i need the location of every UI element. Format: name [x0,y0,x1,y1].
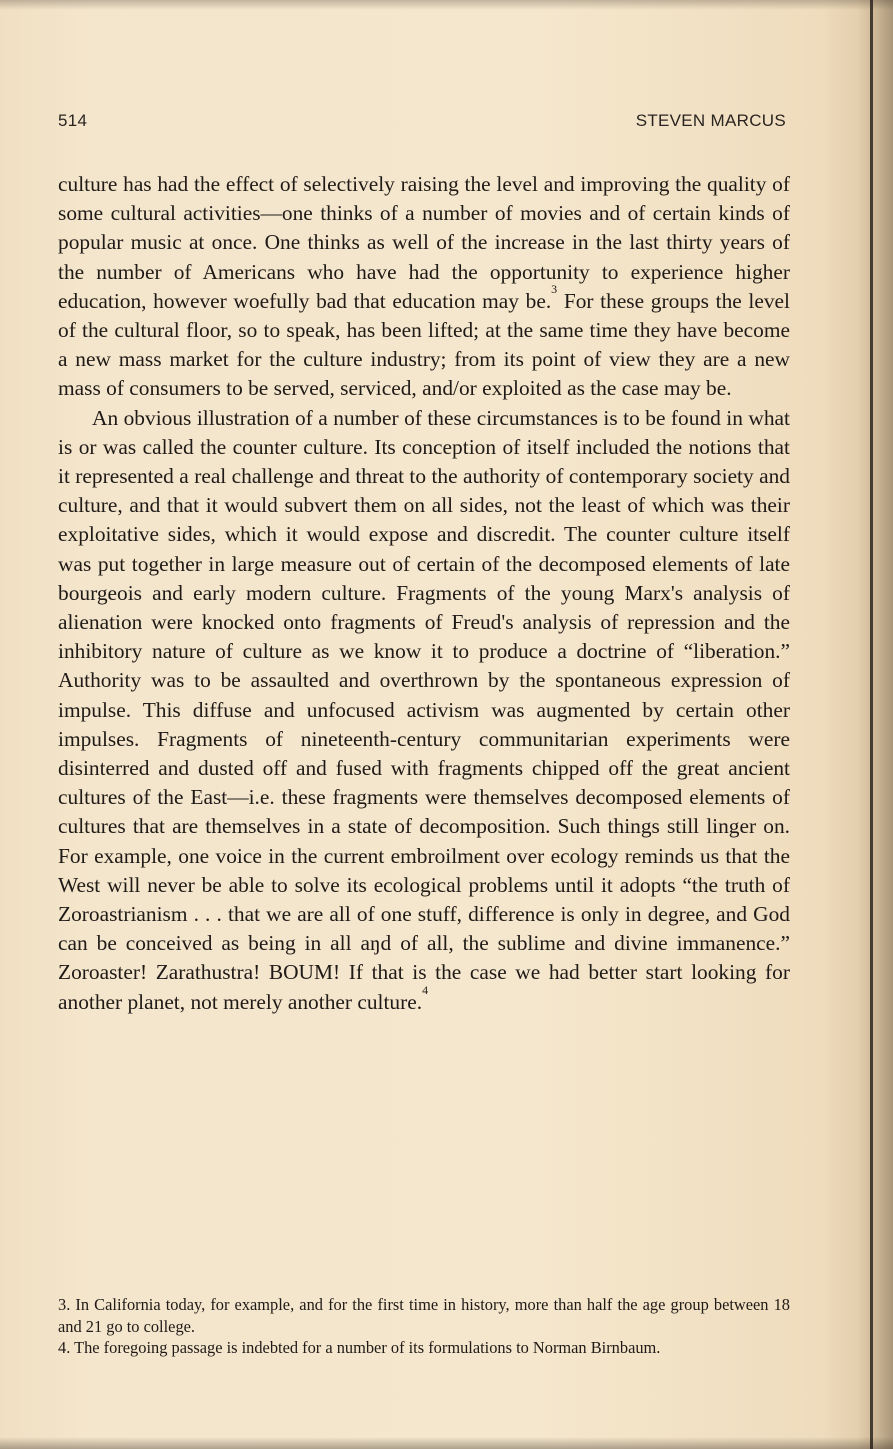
footnotes [58,1294,790,1359]
footnote-ref-3: 3 [551,281,558,296]
book-spine-edge [870,0,873,1449]
top-edge-shadow [0,0,893,10]
page-gutter-shadow [857,0,893,1449]
page-number: 514 [58,111,88,130]
footnote-4: 4. The foregoing passage is indebted for a number of its formulations to Norman Birnbaum. [58,1338,661,1357]
body-text [58,170,790,1017]
footnote-ref-4: 4 [422,982,429,997]
paragraph-1 [58,170,790,404]
running-head: STEVEN MARCUS [635,111,786,130]
paragraph-1-text-a: culture has had the effect of selectively raising the level and improving the quality of some cultural activities—one thinks of a number of movies and of certain kinds of popular music at once. One thinks as well of the increase in the last thirty years of the number of Americans who have had the opportunity to experience higher education, however woefully bad that education may be. [58,172,790,313]
paragraph-1-text-b: For these groups the level of the cultural floor, so to speak, has been lifted; at the same time they have become a new mass market for the culture industry; from its point of view they are a new mass of consumers to be served, serviced, and/or exploited as the case may be. [58,288,790,401]
page-header [58,111,786,135]
paragraph-2-text-a: An obvious illustration of a number of these circumstances is to be found in what is or was called the counter culture. Its conception of itself included the notions that it represented a real challenge and threat to the authority of contemporary society and culture, and that it would subvert them on all sides, not the least of which was their exploitative sides, which it would expose and discredit. The counter culture itself was put together in large measure out of certain of the decomposed elements of late bourgeois and early modern culture. Fragments of the young Marx's analysis of alienation were knocked onto fragments of Freud's analysis of repression and the inhibitory nature of culture as we know it to produce a doctrine of “liberation.” Authority was to be assaulted and overthrown by the spontaneous expression of impulse. This diffuse and unfocused activism was augmented by certain other impulses. Fragments of nineteenth-century communitarian experiments were disinterred and dusted off and fused with fragments chipped off the great ancient cultures of the East—i.e. these fragments were themselves decomposed elements of cultures that are themselves in a state of decomposition. Such things still linger on. For example, one voice in the current embroilment over ecology reminds us that the West will never be able to solve its ecological problems until it adopts “the truth of Zoroastrianism . . . that we are all of one stuff, difference is only in degree, and God can be conceived as being in all aŋd of all, the sublime and divine immanence.” Zoroaster! Zarathustra! BOUM! If that is the case we had better start looking for another planet, not merely another culture. [58,405,790,1014]
paragraph-2 [58,404,790,1017]
bottom-edge-shadow [0,1437,893,1449]
footnote-3: 3. In California today, for example, and for the first time in history, more than half the age group between 18 and 21 go to college. [58,1295,790,1336]
